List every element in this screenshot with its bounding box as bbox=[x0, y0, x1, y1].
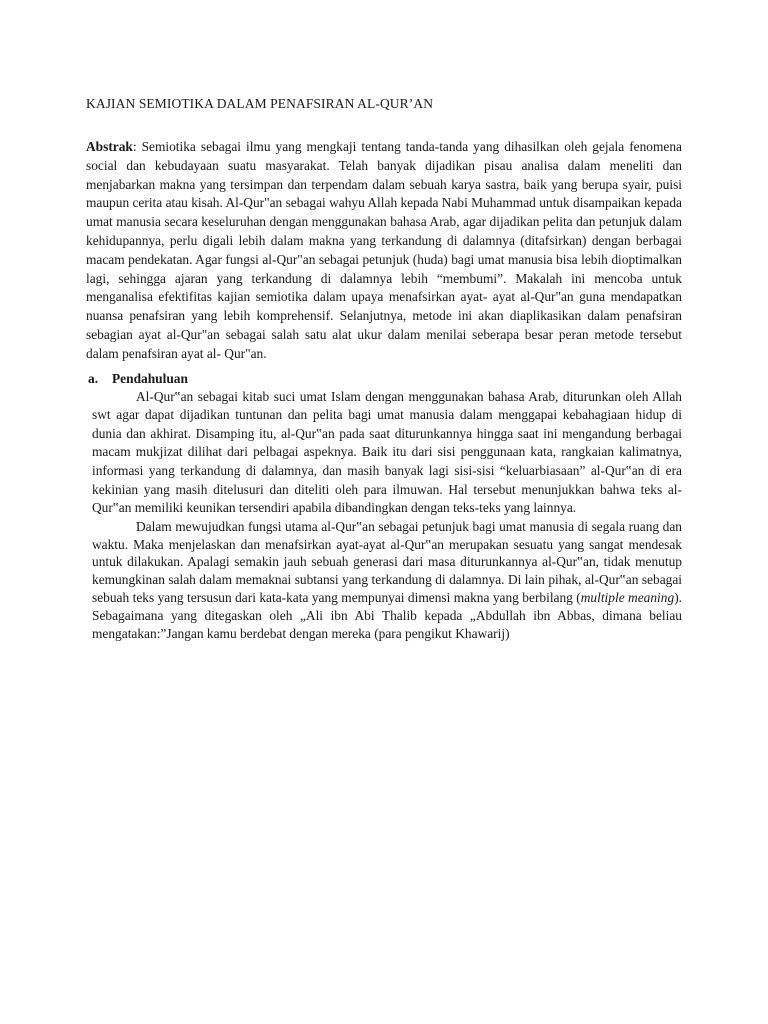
section-heading bbox=[86, 370, 682, 388]
abstract-paragraph bbox=[86, 138, 682, 364]
abstract-label: Abstrak bbox=[86, 139, 133, 154]
body-paragraph-1: Al-Qur‟an sebagai kitab suci umat Islam dengan menggunakan bahasa Arab, diturunkan oleh Allah swt agar dapat dijadikan tuntunan dan pelita bagi umat manusia dalam menggapai kebahagiaan hidup di dunia dan akhirat. Disamping itu, al-Qur‟an pada saat diturunkannya hingga saat ini mengandung berbagai macam mukjizat dilihat dari pelbagai aspeknya. Baik itu dari sisi penggunaan kata, rangkaian kalimatnya, informasi yang terkandung di dalamnya, dan masih banyak lagi sisi-sisi “keluarbiasaan” al-Qur‟an di era kekinian yang masih ditelusuri dan diteliti oleh para ilmuwan. Hal tersebut menunjukkan bahwa teks al-Qur‟an memiliki keunikan tersendiri apabila dibandingkan dengan teks-teks yang lainnya. bbox=[92, 388, 682, 516]
section-title: Pendahuluan bbox=[112, 370, 188, 386]
document-page bbox=[86, 96, 682, 642]
paragraph-2-text: Dalam mewujudkan fungsi utama al-Qur‟an sebagai petunjuk bagi umat manusia di segala ruang dan waktu. Maka menjelaskan dan menafsirkan ayat-ayat al-Qur‟an merupakan sesuatu yang sangat mendesak untuk dilakukan. Apalagi semakin jauh sebuah generasi dari masa diturunkannya al-Qur‟an, tidak menutup kemungkinan salah dalam memaknai subtansi yang terkandung di dalamnya. Di lain pihak, al-Qur‟an sebagai sebuah teks yang tersusun dari kata-kata yang mempunyai dimensi makna yang berbilang ( bbox=[92, 518, 682, 605]
italic-term: multiple meaning bbox=[580, 589, 675, 605]
paragraph-2-text-end: ). Sebagaimana yang ditegaskan oleh „Ali ibn Abi Thalib kepada „Abdullah ibn Abbas, dimana beliau mengatakan:”Jangan kamu berdebat dengan mereka (para pengikut Khawarij) bbox=[92, 589, 682, 641]
section-number: a. bbox=[88, 370, 99, 386]
abstract-text: : Semiotika sebagai ilmu yang mengkaji tentang tanda-tanda yang dihasilkan oleh gejala fenomena social dan kebudayaan suatu masyarakat. Telah banyak dijadikan pisau analisa dalam meneliti dan menjabarkan makna yang tersimpan dan terpendam dalam sebuah karya sastra, baik yang berupa syair, puisi maupun cerita atau kisah. Al-Qur"an sebagai wahyu Allah kepada Nabi Muhammad untuk disampaikan kepada umat manusia secara keseluruhan dengan menggunakan bahasa Arab, agar dijadikan pelita dan petunjuk dalam kehidupannya, perlu digali lebih dalam makna yang terkandung di dalamnya (ditafsirkan) dengan berbagai macam pendekatan. Agar fungsi al-Qur"an sebagai petunjuk (huda) bagi umat manusia bisa lebih dioptimalkan lagi, sehingga ajaran yang terkandung di dalamnya lebih “membumi”. Makalah ini mencoba untuk menganalisa efektifitas kajian semiotika dalam upaya menafsirkan ayat- ayat al-Qur"an guna mendapatkan nuansa penafsiran yang lebih komprehensif. Selanjutnya, metode ini akan diaplikasikan dalam penafsiran sebagian ayat al-Qur"an sebagai salah satu alat ukur dalam menilai seberapa besar peran metode tersebut dalam penafsiran ayat al- Qur"an. bbox=[86, 139, 682, 361]
body-paragraph-2 bbox=[86, 518, 682, 643]
document-title: KAJIAN SEMIOTIKA DALAM PENAFSIRAN AL-QUR’AN bbox=[86, 96, 434, 111]
